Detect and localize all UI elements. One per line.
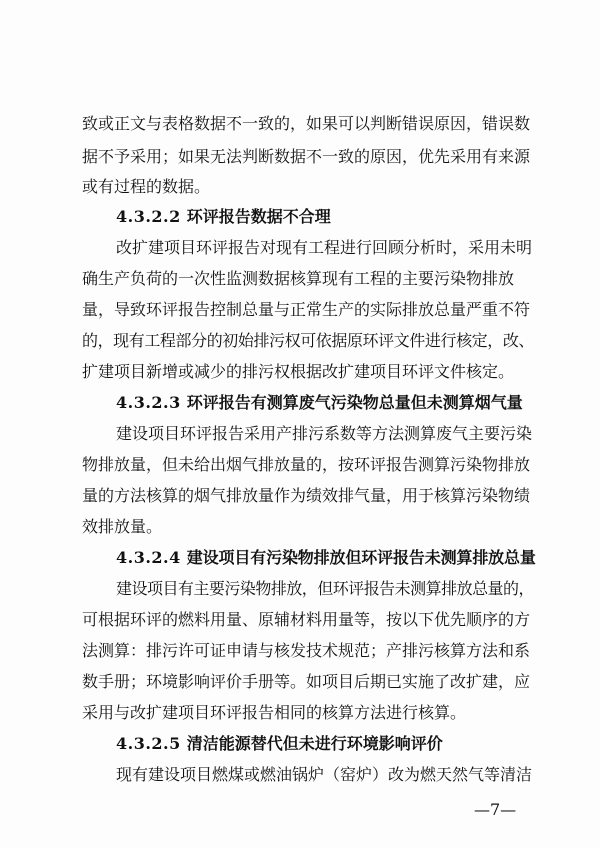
section-number: 4.3.2.4 [116,548,181,567]
paragraph-line: 数手册；环境影响评价手册等。如项目后期已实施了改扩建，应 [82,672,531,691]
paragraph-line: 确生产负荷的一次性监测数据核算现有工程的主要污染物排放 [82,269,515,288]
section-title: 环评报告数据不合理 [186,207,331,226]
section-title: 环评报告有测算废气污染物总量但未测算烟气量 [186,393,523,412]
paragraph-line: 建设项目环评报告采用产排污系数等方法测算废气主要污染 [116,424,533,443]
section-number: 4.3.2.3 [116,393,181,412]
paragraph-line: 效排放量。 [82,517,163,536]
paragraph-line: 法测算：排污许可证申请与核发技术规范；产排污核算方法和系 [82,641,531,660]
paragraph-line: 现有建设项目燃煤或燃油锅炉（窑炉）改为燃天然气等清洁 [116,765,533,784]
paragraph-line: 采用与改扩建项目环评报告相同的核算方法进行核算。 [82,703,467,722]
paragraph-line: 改扩建项目环评报告对现有工程进行回顾分析时，采用未明 [116,238,533,257]
paragraph-line: 或有过程的数据。 [82,177,211,196]
paragraph-line: 扩建项目新增或减少的排污权根据改扩建项目环评文件核定。 [82,362,515,381]
section-heading-4-3-2-3 [116,393,534,413]
section-title: 清洁能源替代但未进行环境影响评价 [186,734,443,753]
paragraph-line: 建设项目有主要污染物排放，但环评报告未测算排放总量的， [116,579,535,598]
paragraph-line: 据不予采用；如果无法判断数据不一致的原因，优先采用有来源 [82,147,531,166]
section-heading-4-3-2-2 [116,207,534,227]
section-number: 4.3.2.5 [116,734,181,753]
section-heading-4-3-2-4 [116,548,534,568]
paragraph-line: 物排放量，但未给出烟气排放量的，按环评报告测算污染物排放 [82,455,531,474]
paragraph-line: 可根据环评的燃料用量、原辅材料用量等，按以下优先顺序的方 [82,610,531,629]
paragraph-line: 量的方法核算的烟气排放量作为绩效排气量，用于核算污染物绩 [82,486,531,505]
section-number: 4.3.2.2 [116,207,181,226]
page-number: —7— [474,800,517,819]
section-heading-4-3-2-5 [116,734,534,754]
section-title: 建设项目有污染物排放但环评报告未测算排放总量 [186,548,536,567]
paragraph-line: 量，导致环评报告控制总量与正常生产的实际排放总量严重不符 [82,300,531,319]
paragraph-line: 的，现有工程部分的初始排污权可依据原环评文件进行核定，改、 [82,331,535,350]
paragraph-line: 致或正文与表格数据不一致的，如果可以判断错误原因，错误数 [82,114,531,133]
